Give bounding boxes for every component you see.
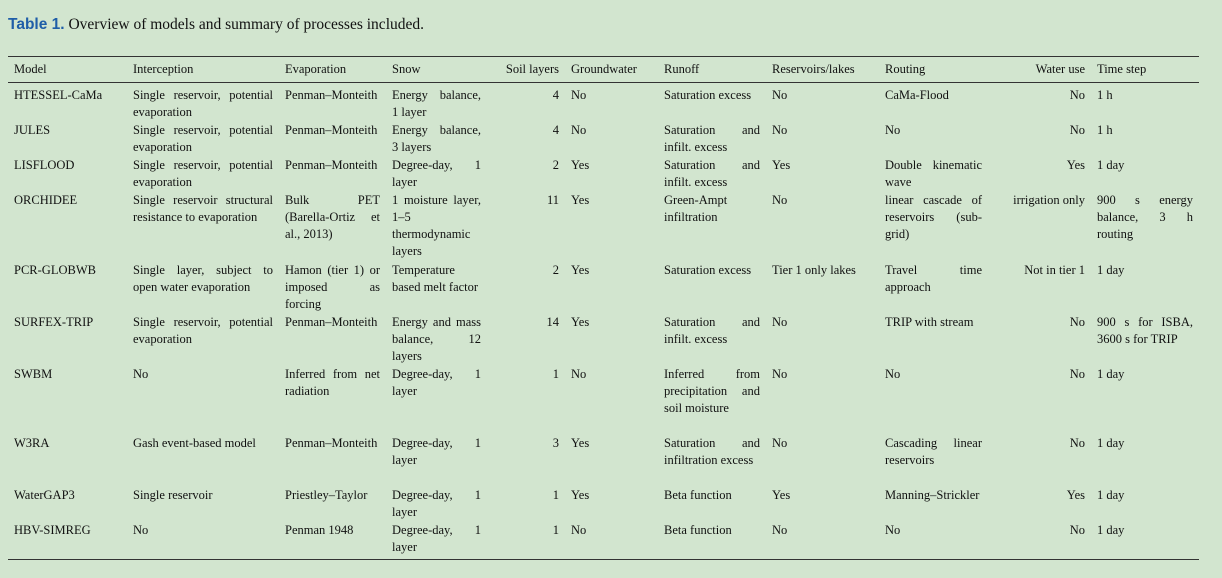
cell-time-step: 1 day bbox=[1097, 488, 1125, 502]
cell-model: W3RA bbox=[14, 436, 50, 450]
col-header-runoff: Runoff bbox=[664, 61, 700, 76]
cell-runoff: Saturation and infilt. excess bbox=[664, 123, 760, 154]
cell-time-step: 1 day bbox=[1097, 263, 1125, 277]
cell-routing: Cascading linear reservoirs bbox=[885, 436, 982, 467]
table-row bbox=[8, 156, 1199, 191]
cell-water-use: Not in tier 1 bbox=[1024, 263, 1085, 277]
cell-time-step: 1 day bbox=[1097, 367, 1125, 381]
cell-runoff: Inferred from precipitation and soil moisture bbox=[664, 367, 760, 415]
cell-soil-layers: 11 bbox=[546, 193, 559, 207]
cell-runoff: Beta function bbox=[664, 523, 732, 537]
cell-routing: Travel time approach bbox=[885, 263, 982, 294]
cell-evaporation: Penman–Monteith bbox=[285, 88, 378, 102]
cell-soil-layers: 14 bbox=[546, 315, 559, 329]
cell-time-step: 1 h bbox=[1097, 88, 1113, 102]
cell-time-step: 1 h bbox=[1097, 123, 1113, 137]
cell-model: PCR-GLOBWB bbox=[14, 263, 96, 277]
cell-soil-layers: 4 bbox=[552, 123, 559, 137]
cell-reservoirs-lakes: No bbox=[772, 88, 788, 102]
cell-snow: Degree-day, 1 layer bbox=[392, 488, 481, 519]
cell-reservoirs-lakes: No bbox=[772, 193, 788, 207]
cell-groundwater: Yes bbox=[571, 193, 590, 207]
cell-model: JULES bbox=[14, 123, 51, 137]
cell-evaporation: Penman–Monteith bbox=[285, 436, 378, 450]
col-header-groundwater: Groundwater bbox=[571, 61, 637, 76]
cell-model: HTESSEL-CaMa bbox=[14, 88, 103, 102]
cell-interception: Single reservoir, potential evaporation bbox=[133, 315, 273, 346]
cell-runoff: Saturation and infilt. excess bbox=[664, 315, 760, 346]
cell-soil-layers: 1 bbox=[552, 523, 559, 537]
col-header-snow: Snow bbox=[392, 61, 421, 76]
cell-snow: 1 moisture layer, 1–5 thermodynamic layers bbox=[392, 193, 481, 258]
cell-water-use: Yes bbox=[1066, 488, 1085, 502]
cell-snow: Energy and mass balance, 12 layers bbox=[392, 315, 481, 363]
cell-runoff: Saturation excess bbox=[664, 88, 752, 102]
cell-routing: linear cascade of reservoirs (sub-grid) bbox=[885, 193, 982, 241]
cell-runoff: Saturation excess bbox=[664, 263, 752, 277]
cell-evaporation: Penman 1948 bbox=[285, 523, 354, 537]
cell-snow: Degree-day, 1 layer bbox=[392, 367, 481, 398]
cell-evaporation: Hamon (tier 1) or imposed as forcing bbox=[285, 263, 380, 311]
cell-soil-layers: 1 bbox=[552, 488, 559, 502]
table-row bbox=[8, 261, 1199, 313]
cell-groundwater: Yes bbox=[571, 436, 590, 450]
cell-evaporation: Penman–Monteith bbox=[285, 158, 378, 172]
cell-snow: Degree-day, 1 layer bbox=[392, 158, 481, 189]
cell-groundwater: No bbox=[571, 123, 587, 137]
cell-reservoirs-lakes: No bbox=[772, 315, 788, 329]
cell-groundwater: Yes bbox=[571, 263, 590, 277]
cell-snow: Degree-day, 1 layer bbox=[392, 436, 481, 467]
cell-routing: Manning–Strickler bbox=[885, 488, 980, 502]
cell-water-use: irrigation only bbox=[1013, 193, 1085, 207]
col-header-reservoirs-lakes: Reservoirs/lakes bbox=[772, 61, 855, 76]
cell-interception: Single reservoir, potential evaporation bbox=[133, 123, 273, 154]
cell-model: LISFLOOD bbox=[14, 158, 75, 172]
cell-reservoirs-lakes: Yes bbox=[772, 158, 791, 172]
cell-reservoirs-lakes: Yes bbox=[772, 488, 791, 502]
cell-evaporation: Penman–Monteith bbox=[285, 123, 378, 137]
cell-routing: No bbox=[885, 367, 901, 381]
cell-evaporation: Penman–Monteith bbox=[285, 315, 378, 329]
cell-time-step: 1 day bbox=[1097, 436, 1125, 450]
cell-interception: Gash event-based model bbox=[133, 436, 256, 450]
cell-soil-layers: 4 bbox=[552, 88, 559, 102]
cell-water-use: No bbox=[1069, 123, 1085, 137]
col-header-evaporation: Evaporation bbox=[285, 61, 347, 76]
cell-time-step: 1 day bbox=[1097, 523, 1125, 537]
cell-snow: Energy balance, 1 layer bbox=[392, 88, 481, 119]
cell-reservoirs-lakes: No bbox=[772, 436, 788, 450]
cell-time-step: 900 s for ISBA, 3600 s for TRIP bbox=[1097, 315, 1193, 346]
cell-soil-layers: 2 bbox=[552, 158, 559, 172]
table-row bbox=[8, 521, 1199, 559]
cell-runoff: Saturation and infiltration excess bbox=[664, 436, 760, 467]
cell-evaporation: Priestley–Taylor bbox=[285, 488, 368, 502]
cell-model: ORCHIDEE bbox=[14, 193, 78, 207]
table-row bbox=[8, 83, 1199, 122]
col-header-soil-layers: Soil layers bbox=[505, 61, 559, 76]
cell-reservoirs-lakes: Tier 1 only lakes bbox=[772, 263, 856, 277]
table-row bbox=[8, 486, 1199, 521]
cell-snow: Degree-day, 1 layer bbox=[392, 523, 481, 554]
table-caption bbox=[8, 16, 424, 34]
cell-interception: Single reservoir structural resistance to evaporation bbox=[133, 193, 273, 224]
cell-water-use: No bbox=[1069, 367, 1085, 381]
cell-interception: No bbox=[133, 523, 149, 537]
cell-reservoirs-lakes: No bbox=[772, 123, 788, 137]
caption-text: Overview of models and summary of processes included. bbox=[64, 16, 424, 33]
cell-model: WaterGAP3 bbox=[14, 488, 75, 502]
cell-reservoirs-lakes: No bbox=[772, 367, 788, 381]
models-table bbox=[8, 56, 1199, 560]
table-row bbox=[8, 365, 1199, 434]
cell-evaporation: Inferred from net radiation bbox=[285, 367, 380, 398]
cell-time-step: 1 day bbox=[1097, 158, 1125, 172]
cell-snow: Temperature based melt factor bbox=[392, 263, 479, 294]
table-row bbox=[8, 313, 1199, 365]
cell-routing: No bbox=[885, 523, 901, 537]
cell-groundwater: No bbox=[571, 523, 587, 537]
cell-model: HBV-SIMREG bbox=[14, 523, 91, 537]
cell-routing: TRIP with stream bbox=[885, 315, 974, 329]
cell-groundwater: Yes bbox=[571, 315, 590, 329]
cell-water-use: Yes bbox=[1066, 158, 1085, 172]
cell-evaporation: Bulk PET (Barella-Ortiz et al., 2013) bbox=[285, 193, 380, 241]
col-header-model: Model bbox=[14, 61, 47, 76]
cell-water-use: No bbox=[1069, 88, 1085, 102]
cell-runoff: Green-Ampt infiltration bbox=[664, 193, 728, 224]
caption-label: Table 1. bbox=[8, 16, 65, 33]
cell-interception: No bbox=[133, 367, 149, 381]
cell-interception: Single reservoir, potential evaporation bbox=[133, 88, 273, 119]
cell-groundwater: Yes bbox=[571, 158, 590, 172]
cell-model: SURFEX-TRIP bbox=[14, 315, 94, 329]
col-header-routing: Routing bbox=[885, 61, 926, 76]
cell-groundwater: Yes bbox=[571, 488, 590, 502]
cell-runoff: Beta function bbox=[664, 488, 732, 502]
cell-interception: Single reservoir, potential evaporation bbox=[133, 158, 273, 189]
cell-interception: Single layer, subject to open water evaporation bbox=[133, 263, 273, 294]
cell-groundwater: No bbox=[571, 88, 587, 102]
table-row bbox=[8, 434, 1199, 486]
cell-runoff: Saturation and infilt. excess bbox=[664, 158, 760, 189]
cell-routing: No bbox=[885, 123, 901, 137]
table-row bbox=[8, 191, 1199, 261]
col-header-water-use: Water use bbox=[1035, 61, 1085, 76]
header-row bbox=[8, 57, 1199, 83]
cell-water-use: No bbox=[1069, 315, 1085, 329]
cell-soil-layers: 1 bbox=[552, 367, 559, 381]
cell-routing: CaMa-Flood bbox=[885, 88, 949, 102]
table-row bbox=[8, 121, 1199, 156]
cell-groundwater: No bbox=[571, 367, 587, 381]
cell-soil-layers: 3 bbox=[552, 436, 559, 450]
cell-routing: Double kinematic wave bbox=[885, 158, 982, 189]
cell-interception: Single reservoir bbox=[133, 488, 213, 502]
col-header-interception: Interception bbox=[133, 61, 194, 76]
cell-water-use: No bbox=[1069, 523, 1085, 537]
cell-snow: Energy balance, 3 layers bbox=[392, 123, 481, 154]
cell-soil-layers: 2 bbox=[552, 263, 559, 277]
cell-model: SWBM bbox=[14, 367, 53, 381]
cell-water-use: No bbox=[1069, 436, 1085, 450]
col-header-time-step: Time step bbox=[1097, 61, 1147, 76]
cell-reservoirs-lakes: No bbox=[772, 523, 788, 537]
cell-time-step: 900 s energy balance, 3 h routing bbox=[1097, 193, 1193, 241]
